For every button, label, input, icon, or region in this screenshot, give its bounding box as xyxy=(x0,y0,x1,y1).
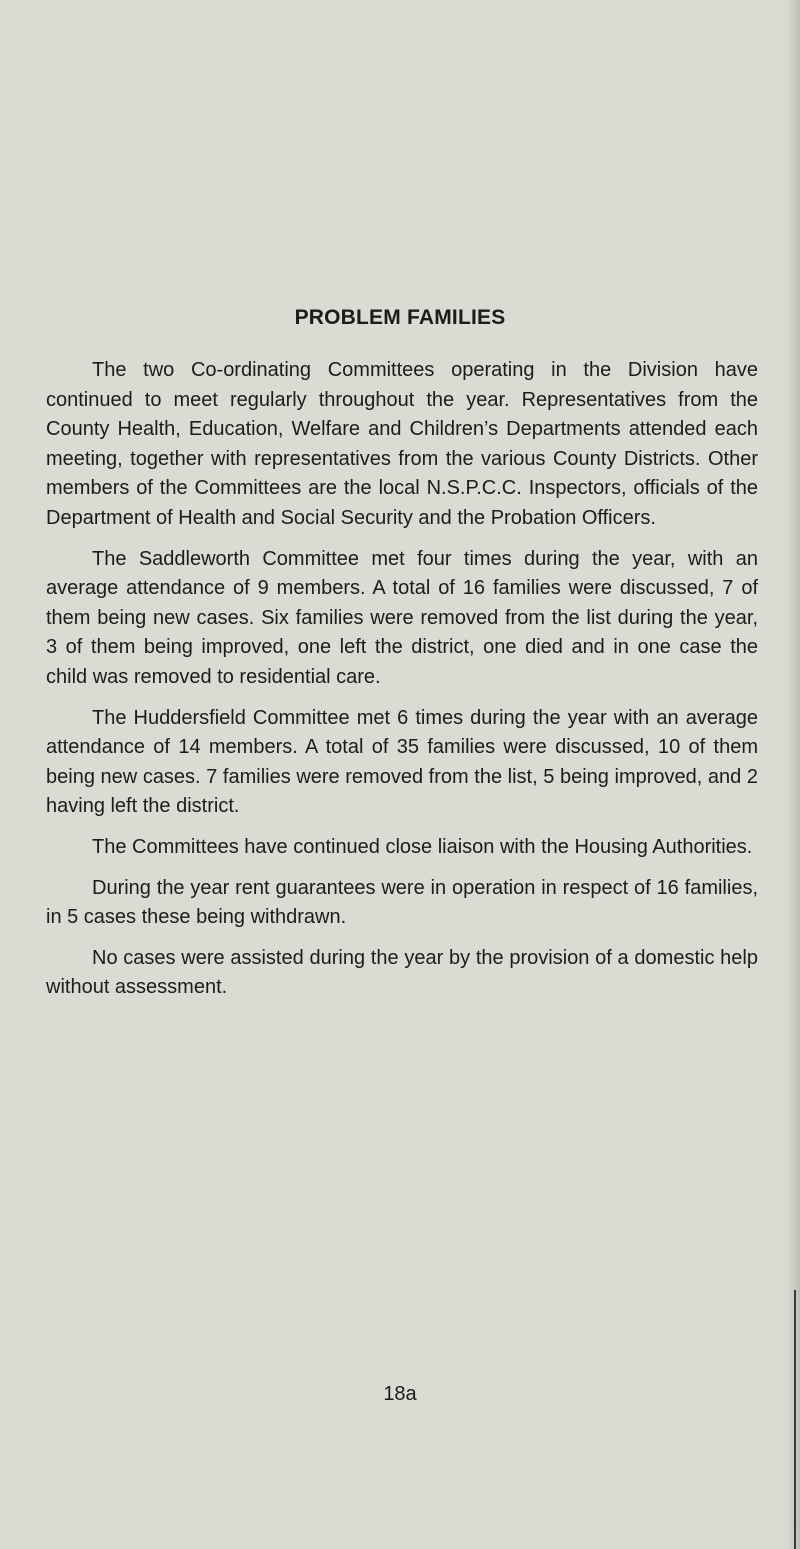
page-number: 18a xyxy=(383,1383,417,1405)
paragraph-saddleworth: The Saddleworth Committee met four times during the year, with an average attendance of 9 members. A total of 16 families were discussed, 7 of them being new cases. Six families were removed from the list during the year, 3 of them being improved, one left the district, one died and in one case the child was removed to residential care. xyxy=(46,547,758,688)
body-text xyxy=(46,356,758,1014)
page-title: PROBLEM FAMILIES xyxy=(294,306,506,329)
paragraph-committees: The two Co-ordinating Committees operating in the Division have continued to meet regularly throughout the year. Representatives from the County Health, Education, Welfare and Children’s Departments attended each meeting, together with representatives from the various County Districts. Other members of the Committees are the local N.S.P.C.C. Inspectors, officials of the Department of Health and Social Security and the Probation Officers. xyxy=(46,359,758,529)
paragraph-rent-guarantees: During the year rent guarantees were in operation in respect of 16 families, in 5 cases these being withdrawn. xyxy=(46,876,758,929)
paragraph-domestic-help: No cases were assisted during the year by the provision of a domestic help without assessment. xyxy=(46,946,758,999)
paragraph-housing-liaison: The Committees have continued close liaison with the Housing Authorities. xyxy=(92,835,753,858)
binding-edge-line xyxy=(794,1290,796,1549)
paragraph-huddersfield: The Huddersfield Committee met 6 times during the year with an average attendance of 14 members. A total of 35 families were discussed, 10 of them being new cases. 7 families were removed from the list, 5 being improved, and 2 having left the district. xyxy=(46,706,758,818)
